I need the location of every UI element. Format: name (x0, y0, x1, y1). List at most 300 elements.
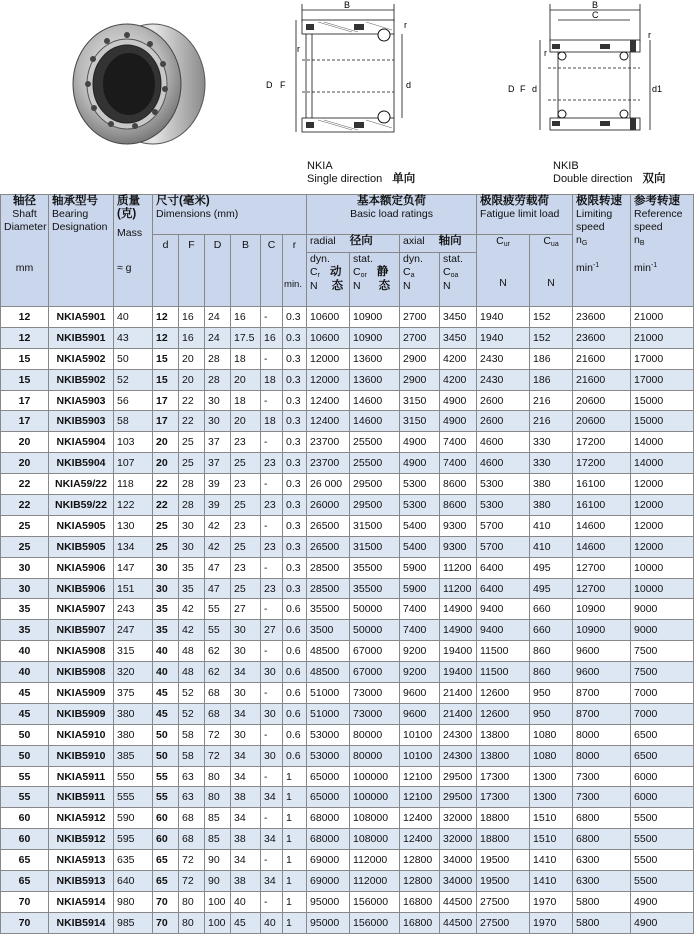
cell-F: 20 (179, 348, 205, 369)
cell-cor: 73000 (350, 703, 400, 724)
cell-F: 42 (179, 599, 205, 620)
cell-shaft: 70 (1, 912, 49, 933)
cell-F: 28 (179, 474, 205, 495)
cell-cr: 12400 (307, 411, 350, 432)
cell-limit-speed: 20600 (573, 411, 631, 432)
cell-limit-speed: 17200 (573, 432, 631, 453)
cell-C: - (261, 432, 283, 453)
cell-B: 23 (231, 474, 261, 495)
header-ca (400, 253, 440, 307)
cell-limit-speed: 7300 (573, 787, 631, 808)
cell-D: 37 (205, 453, 231, 474)
cell-cur: 6400 (477, 578, 530, 599)
cell-D: 68 (205, 703, 231, 724)
cell-cur: 17300 (477, 787, 530, 808)
cell-coa: 4200 (440, 348, 477, 369)
header-radial-label: radial (310, 235, 336, 247)
cell-cor: 100000 (350, 787, 400, 808)
cell-cr: 65000 (307, 766, 350, 787)
header-limiting-speed (573, 195, 631, 307)
cell-cor: 35500 (350, 578, 400, 599)
header-cur (477, 235, 530, 307)
nkia-caption (307, 160, 415, 186)
header-dimensions (153, 195, 307, 235)
cell-mass: 590 (114, 808, 153, 829)
cell-cr: 51000 (307, 683, 350, 704)
cell-cor: 108000 (350, 808, 400, 829)
cell-mass: 103 (114, 432, 153, 453)
cell-B: 30 (231, 683, 261, 704)
header-B-label: B (241, 239, 249, 251)
cell-C: 23 (261, 536, 283, 557)
header-fatigue-zh: 极限疲劳载荷 (480, 195, 550, 207)
header-shaft-en1: Shaft (12, 208, 37, 220)
cell-d: 30 (153, 578, 179, 599)
nkib-caption-zh: 双向 (642, 173, 666, 185)
bearing-spec-table (0, 194, 694, 934)
cell-F: 42 (179, 620, 205, 641)
cell-limit-speed: 6800 (573, 808, 631, 829)
header-ref-en2: speed (634, 221, 663, 233)
cell-ref-speed: 7000 (631, 683, 694, 704)
cell-coa: 3450 (440, 307, 477, 328)
cell-designation: NKIA5907 (49, 599, 114, 620)
header-desig-en1: Bearing (52, 208, 89, 220)
cell-cor: 67000 (350, 662, 400, 683)
header-shaft (1, 195, 49, 307)
cell-ref-speed: 5500 (631, 850, 694, 871)
cell-designation: NKIB5909 (49, 703, 114, 724)
header-mass-zh2: (克) (117, 208, 137, 220)
cell-cr: 26500 (307, 515, 350, 536)
cell-B: 25 (231, 453, 261, 474)
cell-shaft: 40 (1, 662, 49, 683)
cell-F: 22 (179, 411, 205, 432)
cell-cor: 67000 (350, 641, 400, 662)
header-coa-label: stat. (443, 253, 463, 265)
cell-d: 30 (153, 557, 179, 578)
cell-C: - (261, 641, 283, 662)
cell-limit-speed: 21600 (573, 348, 631, 369)
cell-F: 48 (179, 641, 205, 662)
cell-d: 25 (153, 515, 179, 536)
dim-D: D (266, 80, 273, 90)
cell-C: - (261, 515, 283, 536)
cell-B: 34 (231, 766, 261, 787)
cell-cor: 31500 (350, 515, 400, 536)
cell-ref-speed: 14000 (631, 453, 694, 474)
cell-coa: 32000 (440, 808, 477, 829)
cell-ca: 5900 (400, 578, 440, 599)
cell-ca: 2700 (400, 327, 440, 348)
cell-shaft: 55 (1, 766, 49, 787)
table-row (1, 912, 694, 933)
cell-ca: 12100 (400, 766, 440, 787)
cell-C: 16 (261, 327, 283, 348)
cell-cur: 2600 (477, 390, 530, 411)
cell-cor: 25500 (350, 432, 400, 453)
cell-limit-speed: 16100 (573, 495, 631, 516)
header-reference-speed (631, 195, 694, 307)
cell-D: 47 (205, 557, 231, 578)
cell-shaft: 17 (1, 411, 49, 432)
cell-coa: 19400 (440, 662, 477, 683)
cell-cua: 380 (530, 474, 573, 495)
cell-d: 25 (153, 536, 179, 557)
header-ref-sym: n (634, 234, 640, 246)
cell-d: 45 (153, 703, 179, 724)
cell-C: - (261, 599, 283, 620)
cell-r: 0.6 (283, 620, 307, 641)
cell-designation: NKIA5902 (49, 348, 114, 369)
header-F (179, 235, 205, 307)
cell-r: 0.3 (283, 327, 307, 348)
cell-D: 80 (205, 766, 231, 787)
nkib-caption-code: NKIB (553, 160, 579, 172)
cell-ca: 3150 (400, 411, 440, 432)
header-d-label: d (162, 239, 169, 251)
cell-designation: NKIB59/22 (49, 495, 114, 516)
cell-cua: 1410 (530, 871, 573, 892)
cell-D: 90 (205, 850, 231, 871)
cell-r: 1 (283, 766, 307, 787)
cell-mass: 56 (114, 390, 153, 411)
header-designation (49, 195, 114, 307)
header-cor-sub: or (360, 272, 367, 279)
cell-shaft: 20 (1, 432, 49, 453)
header-cua-unit: N (547, 277, 555, 289)
nkia-section-drawing (262, 0, 412, 160)
cell-cor: 31500 (350, 536, 400, 557)
table-row (1, 683, 694, 704)
table-row (1, 703, 694, 724)
cell-ca: 12400 (400, 808, 440, 829)
header-cr-sub: r (317, 272, 320, 279)
dim-d: d (532, 84, 538, 94)
header-cua-sym: C (543, 235, 551, 247)
cell-cur: 11500 (477, 641, 530, 662)
cell-d: 35 (153, 620, 179, 641)
cell-r: 0.3 (283, 557, 307, 578)
cell-cr: 53000 (307, 724, 350, 745)
cell-shaft: 30 (1, 578, 49, 599)
cell-limit-speed: 12700 (573, 578, 631, 599)
cell-r: 0.6 (283, 599, 307, 620)
cell-B: 38 (231, 871, 261, 892)
cell-B: 40 (231, 891, 261, 912)
cell-designation: NKIA5901 (49, 307, 114, 328)
cell-coa: 8600 (440, 474, 477, 495)
cell-B: 30 (231, 724, 261, 745)
cell-cur: 2430 (477, 348, 530, 369)
cell-ref-speed: 17000 (631, 348, 694, 369)
cell-designation: NKIB5912 (49, 829, 114, 850)
cell-mass: 134 (114, 536, 153, 557)
cell-ca: 2900 (400, 348, 440, 369)
cell-cr: 68000 (307, 808, 350, 829)
cell-ref-speed: 15000 (631, 390, 694, 411)
cell-ca: 10100 (400, 724, 440, 745)
table-row (1, 515, 694, 536)
header-shaft-unit: mm (15, 262, 34, 274)
cell-C: 40 (261, 912, 283, 933)
header-ca-unit: N (403, 280, 411, 292)
dim-r: r (404, 20, 407, 30)
cell-mass: 147 (114, 557, 153, 578)
cell-coa: 3450 (440, 327, 477, 348)
header-B (231, 235, 261, 307)
cell-cur: 12600 (477, 683, 530, 704)
header-limit-en1: Limiting (576, 208, 613, 220)
table-row (1, 557, 694, 578)
cell-D: 28 (205, 369, 231, 390)
cell-mass: 635 (114, 850, 153, 871)
cell-cua: 1300 (530, 766, 573, 787)
cell-mass: 50 (114, 348, 153, 369)
cell-cor: 80000 (350, 745, 400, 766)
cell-F: 63 (179, 766, 205, 787)
cell-B: 23 (231, 515, 261, 536)
header-limit-zh: 极限转速 (576, 195, 623, 207)
cell-designation: NKIB5911 (49, 787, 114, 808)
cell-limit-speed: 8700 (573, 703, 631, 724)
cell-limit-speed: 8000 (573, 724, 631, 745)
header-cor (350, 253, 400, 307)
cell-ca: 12100 (400, 787, 440, 808)
header-cor-zh: 静 (376, 266, 389, 278)
cell-ca: 4900 (400, 432, 440, 453)
cell-cor: 29500 (350, 495, 400, 516)
cell-coa: 44500 (440, 891, 477, 912)
cell-d: 40 (153, 641, 179, 662)
cell-mass: 380 (114, 724, 153, 745)
table-row (1, 766, 694, 787)
cell-designation: NKIB5913 (49, 871, 114, 892)
table-row (1, 536, 694, 557)
header-cor-unit-zh: 态 (378, 280, 391, 292)
cell-mass: 550 (114, 766, 153, 787)
cell-C: - (261, 683, 283, 704)
cell-r: 0.3 (283, 474, 307, 495)
header-cur-unit: N (499, 277, 507, 289)
cell-cur: 5300 (477, 495, 530, 516)
cell-d: 12 (153, 307, 179, 328)
header-ref-sub: B (639, 240, 645, 247)
cell-C: - (261, 766, 283, 787)
cell-designation: NKIA59/22 (49, 474, 114, 495)
cell-cua: 216 (530, 411, 573, 432)
header-axial-zh: 轴向 (438, 235, 462, 247)
cell-mass: 640 (114, 871, 153, 892)
cell-cr: 12400 (307, 390, 350, 411)
cell-d: 12 (153, 327, 179, 348)
table-row (1, 599, 694, 620)
table-row (1, 620, 694, 641)
cell-coa: 8600 (440, 495, 477, 516)
cell-C: 23 (261, 495, 283, 516)
header-r-label: r (292, 239, 297, 251)
cell-ca: 5300 (400, 495, 440, 516)
cell-D: 85 (205, 829, 231, 850)
cell-B: 38 (231, 787, 261, 808)
cell-designation: NKIA5908 (49, 641, 114, 662)
cell-cor: 50000 (350, 620, 400, 641)
cell-B: 45 (231, 912, 261, 933)
cell-B: 20 (231, 411, 261, 432)
cell-shaft: 20 (1, 453, 49, 474)
cell-B: 23 (231, 557, 261, 578)
cell-d: 15 (153, 348, 179, 369)
cell-cr: 48500 (307, 641, 350, 662)
cell-designation: NKIA5912 (49, 808, 114, 829)
cell-cor: 100000 (350, 766, 400, 787)
cell-cr: 12000 (307, 369, 350, 390)
cell-cur: 12600 (477, 703, 530, 724)
header-shaft-en2: Diameter (4, 221, 47, 233)
cell-cua: 330 (530, 432, 573, 453)
cell-mass: 43 (114, 327, 153, 348)
header-desig-zh: 轴承型号 (52, 195, 98, 207)
header-cur-sym: C (496, 235, 504, 247)
header-d (153, 235, 179, 307)
cell-coa: 11200 (440, 578, 477, 599)
cell-ca: 9600 (400, 683, 440, 704)
cell-d: 70 (153, 912, 179, 933)
header-dim-zh: 尺寸(毫米) (156, 195, 210, 207)
cell-ca: 2700 (400, 307, 440, 328)
cell-coa: 7400 (440, 432, 477, 453)
cell-cr: 10600 (307, 307, 350, 328)
cell-r: 0.3 (283, 390, 307, 411)
cell-d: 60 (153, 829, 179, 850)
cell-cua: 660 (530, 620, 573, 641)
cell-shaft: 22 (1, 474, 49, 495)
cell-F: 25 (179, 453, 205, 474)
cell-limit-speed: 9600 (573, 662, 631, 683)
cell-D: 55 (205, 599, 231, 620)
cell-designation: NKIB5906 (49, 578, 114, 599)
cell-D: 30 (205, 390, 231, 411)
cell-ref-speed: 4900 (631, 891, 694, 912)
cell-B: 30 (231, 641, 261, 662)
cell-ca: 5400 (400, 536, 440, 557)
cell-designation: NKIB5904 (49, 453, 114, 474)
cell-ref-speed: 5500 (631, 871, 694, 892)
cell-d: 22 (153, 495, 179, 516)
cell-ref-speed: 17000 (631, 369, 694, 390)
cell-ref-speed: 12000 (631, 474, 694, 495)
cell-designation: NKIA5905 (49, 515, 114, 536)
cell-cur: 9400 (477, 620, 530, 641)
table-row (1, 495, 694, 516)
cell-cua: 1410 (530, 850, 573, 871)
cell-shaft: 35 (1, 620, 49, 641)
dim-r: r (648, 30, 651, 40)
cell-cua: 186 (530, 348, 573, 369)
cell-shaft: 12 (1, 327, 49, 348)
table-row (1, 641, 694, 662)
table-row (1, 829, 694, 850)
cell-cur: 18800 (477, 829, 530, 850)
cell-r: 0.6 (283, 641, 307, 662)
cell-limit-speed: 8700 (573, 683, 631, 704)
cell-cua: 1300 (530, 787, 573, 808)
header-cua (530, 235, 573, 307)
cell-d: 50 (153, 745, 179, 766)
header-cor-sym: C (353, 266, 361, 278)
cell-B: 25 (231, 495, 261, 516)
header-axial (400, 235, 477, 253)
cell-cor: 14600 (350, 390, 400, 411)
dim-d1: d1 (652, 84, 663, 94)
cell-limit-speed: 6800 (573, 829, 631, 850)
cell-limit-speed: 23600 (573, 307, 631, 328)
cell-C: 34 (261, 787, 283, 808)
cell-F: 63 (179, 787, 205, 808)
dim-r-inner: r (297, 44, 300, 54)
cell-F: 68 (179, 829, 205, 850)
table-row (1, 808, 694, 829)
cell-shaft: 12 (1, 307, 49, 328)
cell-F: 80 (179, 912, 205, 933)
cell-C: 18 (261, 369, 283, 390)
cell-designation: NKIA5910 (49, 724, 114, 745)
table-row (1, 724, 694, 745)
cell-ref-speed: 7500 (631, 662, 694, 683)
nkia-caption-code: NKIA (307, 160, 333, 172)
cell-coa: 24300 (440, 745, 477, 766)
cell-shaft: 70 (1, 891, 49, 912)
cell-shaft: 35 (1, 599, 49, 620)
cell-C: - (261, 557, 283, 578)
cell-ref-speed: 12000 (631, 536, 694, 557)
cell-r: 0.3 (283, 578, 307, 599)
cell-cur: 27500 (477, 912, 530, 933)
cell-ref-speed: 21000 (631, 327, 694, 348)
cell-F: 35 (179, 557, 205, 578)
cell-coa: 44500 (440, 912, 477, 933)
cell-cua: 495 (530, 557, 573, 578)
cell-shaft: 15 (1, 369, 49, 390)
cell-limit-speed: 21600 (573, 369, 631, 390)
cell-mass: 985 (114, 912, 153, 933)
cell-D: 39 (205, 495, 231, 516)
cell-F: 20 (179, 369, 205, 390)
cell-coa: 9300 (440, 515, 477, 536)
cell-ref-speed: 6500 (631, 724, 694, 745)
cell-C: 23 (261, 453, 283, 474)
cell-mass: 243 (114, 599, 153, 620)
cell-C: 18 (261, 411, 283, 432)
cell-cur: 2600 (477, 411, 530, 432)
cell-mass: 58 (114, 411, 153, 432)
cell-ref-speed: 5500 (631, 829, 694, 850)
cell-designation: NKIA5911 (49, 766, 114, 787)
cell-cor: 35500 (350, 557, 400, 578)
cell-cr: 53000 (307, 745, 350, 766)
cell-F: 30 (179, 536, 205, 557)
cell-shaft: 22 (1, 495, 49, 516)
cell-cr: 12000 (307, 348, 350, 369)
cell-cua: 1970 (530, 912, 573, 933)
cell-cr: 65000 (307, 787, 350, 808)
cell-coa: 19400 (440, 641, 477, 662)
cell-cor: 13600 (350, 369, 400, 390)
cell-B: 34 (231, 662, 261, 683)
cell-ref-speed: 7500 (631, 641, 694, 662)
cell-F: 58 (179, 724, 205, 745)
cell-shaft: 25 (1, 515, 49, 536)
